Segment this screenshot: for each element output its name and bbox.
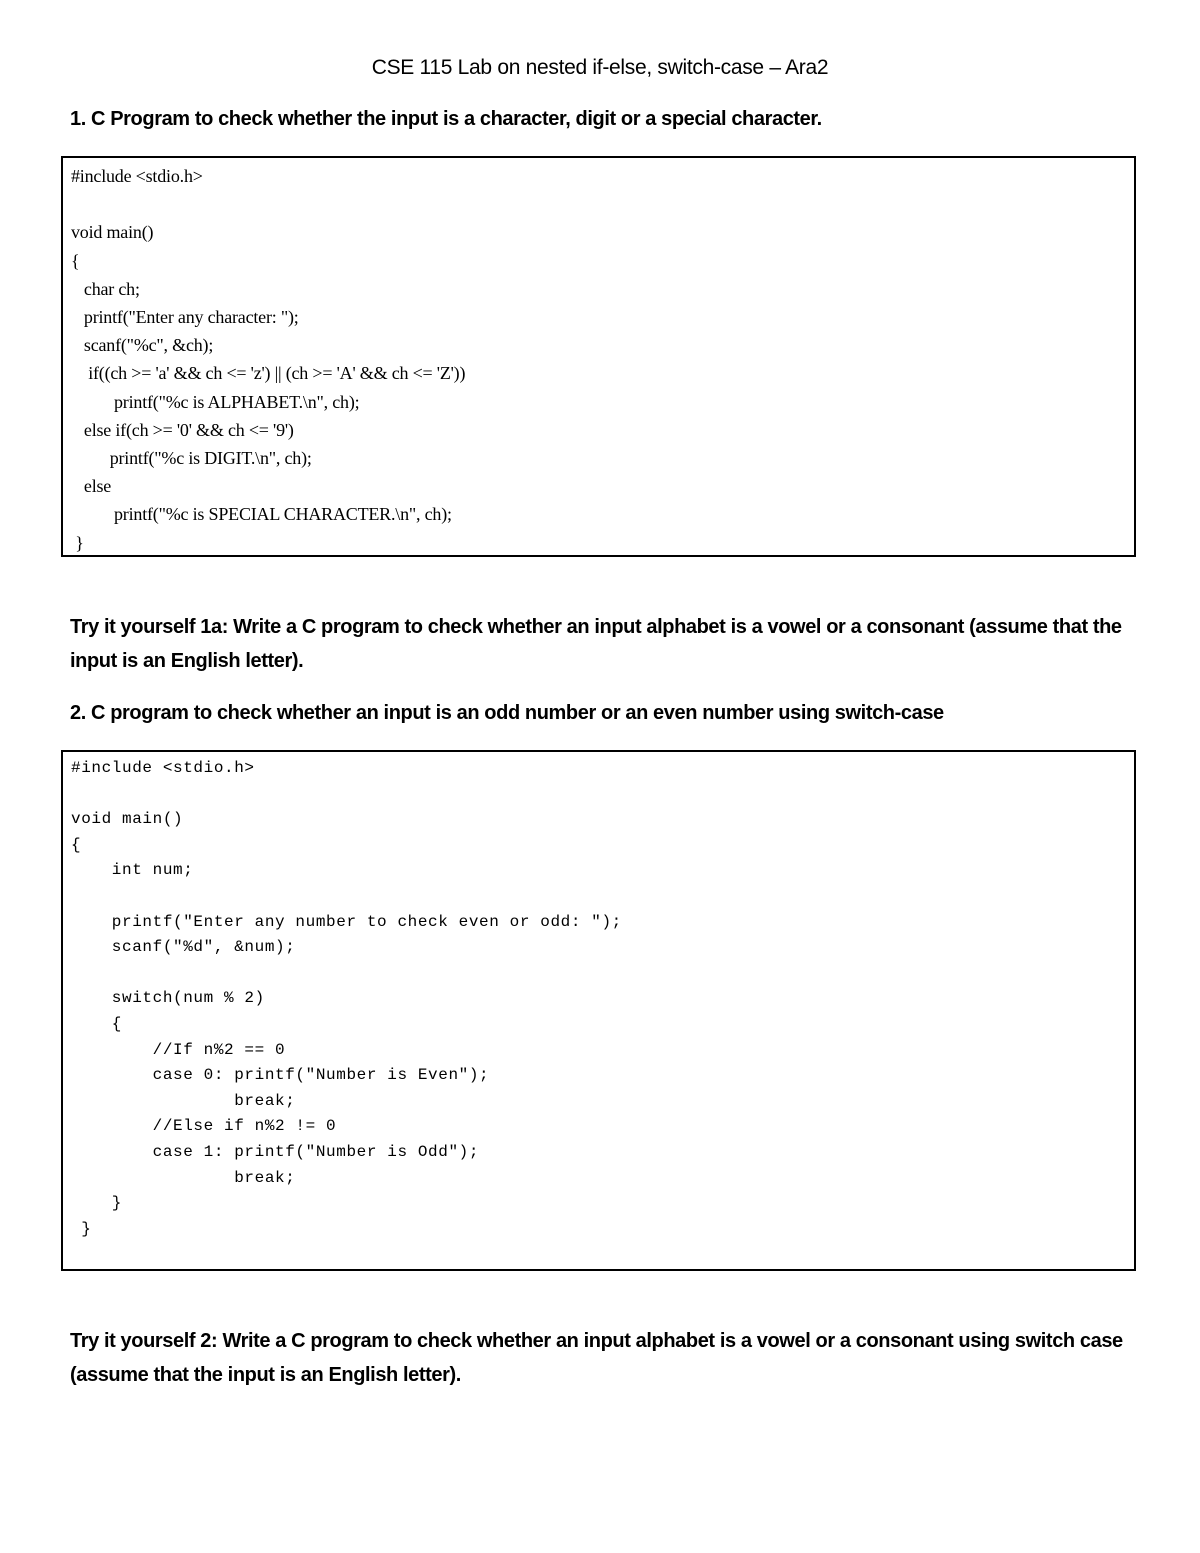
try-it-yourself-2: Try it yourself 2: Write a C program to check whether an input alphabet is a vowel or a consonant using switch case (assume that the input is an English letter).	[70, 1330, 1123, 1386]
page-title: CSE 115 Lab on nested if-else, switch-case – Ara2	[371, 56, 829, 79]
code-block-2-text: #include <stdio.h> void main() { int num; printf("Enter any number to check even or odd: "); scanf("%d", &num); switch(num % 2) { //If n%2 == 0 case 0: printf("Number is Even"); break; //Else if n%2 != 0 case 1: printf("Number is Odd"); break; } }	[71, 759, 622, 1238]
section-2-heading: 2. C program to check whether an input is an odd number or an even number using switch-case	[70, 702, 944, 724]
section-1-heading: 1. C Program to check whether the input is a character, digit or a special character.	[70, 108, 822, 130]
code-block-2	[61, 750, 1136, 1271]
code-block-1	[61, 156, 1136, 557]
code-block-1-text: #include <stdio.h> void main() { char ch; printf("Enter any character: "); scanf("%c", &ch); if((ch >= 'a' && ch <= 'z') || (ch >= 'A' && ch <= 'Z')) printf("%c is ALPHABET.\n", ch); else if(ch >= '0' && ch <= '9') printf("%c is DIGIT.\n", ch); else printf("%c is SPECIAL CHARACTER.\n", ch); }	[71, 166, 466, 553]
try-it-yourself-1a: Try it yourself 1a: Write a C program to check whether an input alphabet is a vowel or a consonant (assume that the input is an English letter).	[70, 616, 1122, 672]
